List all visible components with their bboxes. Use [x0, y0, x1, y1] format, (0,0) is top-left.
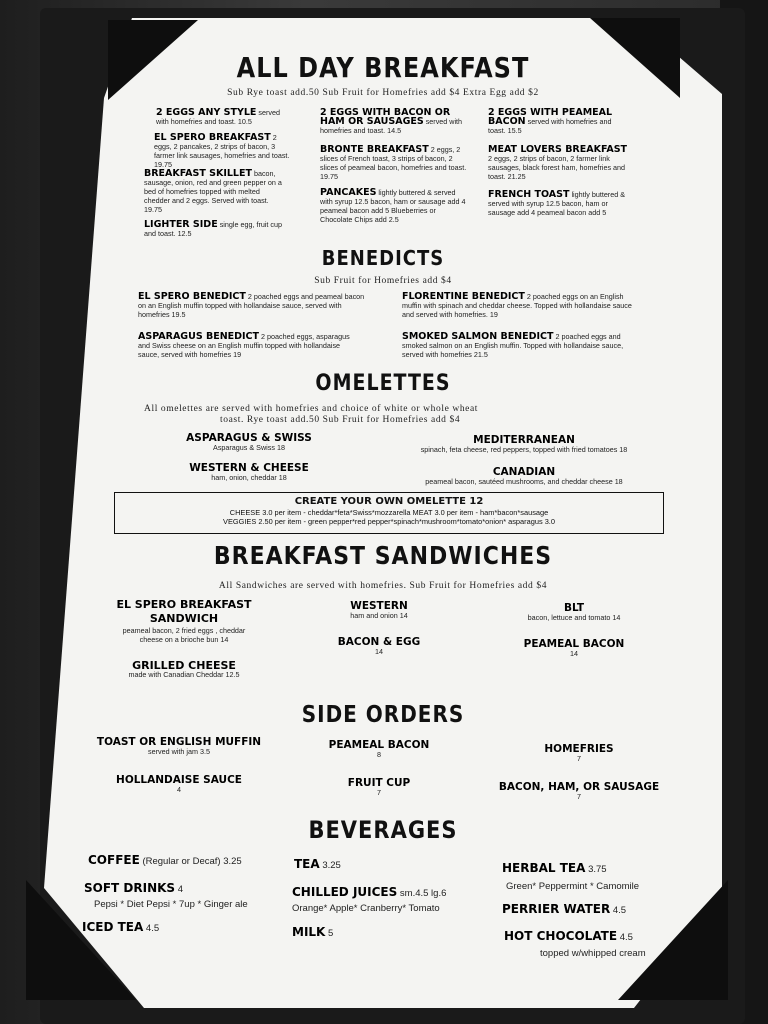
menu-item: WESTERN ham and onion 14 — [350, 600, 408, 620]
menu-item: BACON, HAM, OR SAUSAGE 7 — [498, 781, 660, 801]
sandwiches-note: All Sandwiches are served with homefries. Sub Fruit for Homefries add $4 — [218, 581, 548, 591]
menu-item: MEAT LOVERS BREAKFAST 2 eggs, 2 strips of bacon, 2 farmer link sausages, black forest ham, homefries and toast. 21.25 — [488, 144, 628, 181]
omelettes-title: OMELETTES — [315, 370, 451, 396]
menu-item: LIGHTER SIDE single egg, fruit cup and toast. 12.5 — [144, 219, 283, 238]
create-omelette-title: CREATE YOUR OWN OMELETTE 12 — [294, 496, 484, 507]
menu-item: GRILLED CHEESE made with Canadian Cheddar 12.5 — [128, 659, 240, 679]
create-omelette-veggies: VEGGIES 2.50 per item - green pepper*red pepper*spinach*mushroom*tomato*onion* asparagus 3.0 — [223, 517, 555, 526]
breakfast-title: ALL DAY BREAKFAST — [236, 51, 530, 85]
menu-item: COFFEE (Regular or Decaf) 3.25 — [88, 853, 242, 867]
menu-item: ASPARAGUS & SWISS Asparagus & Swiss 18 — [186, 432, 312, 452]
menu-item: TEA 3.25 — [294, 857, 341, 871]
menu-item: 2 EGGS WITH PEAMEAL BACON served with homefries and toast. 15.5 — [488, 107, 613, 135]
menu-item: ASPARAGUS BENEDICT 2 poached eggs, asparagus and Swiss cheese on an English muffin topped with hollandaise sauce, served with homefries 19 — [138, 331, 350, 359]
benedicts-title: BENEDICTS — [321, 246, 445, 271]
menu-item: SMOKED SALMON BENEDICT 2 poached eggs and smoked salmon on an English muffin. Topped with hollandaise sauce, served with homefries 21.5 — [402, 331, 624, 359]
menu-item: BREAKFAST SKILLET bacon, sausage, onion, red and green pepper on a bed of homefries topped with melted chedder and 2 eggs. Served with toast. 19.75 — [144, 168, 282, 214]
menu-item: 2 EGGS ANY STYLE served with homefries and toast. 10.5 — [156, 107, 280, 126]
menu-item: BACON & EGG 14 — [337, 636, 421, 656]
menu-item: CHILLED JUICES sm.4.5 lg.6 — [292, 885, 447, 899]
benedicts-note: Sub Fruit for Homefries add $4 — [314, 276, 452, 286]
menu-item: FRENCH TOAST lightly buttered & served with syrup 12.5 bacon, ham or sausage add 4 peameal bacon add 5 — [488, 189, 625, 217]
menu-item: EL SPERO BENEDICT 2 poached eggs and peameal bacon on an English muffin topped with hollandaise sauce, served with homefries 19.5 — [138, 291, 365, 319]
menu-item: PEAMEAL BACON 8 — [328, 739, 430, 759]
sides-title: SIDE ORDERS — [301, 700, 465, 728]
menu-item: Pepsi * Diet Pepsi * 7up * Ginger ale — [94, 899, 248, 910]
menu-item: TOAST OR ENGLISH MUFFIN served with jam 3.5 — [96, 736, 262, 756]
menu-item: FLORENTINE BENEDICT 2 poached eggs on an English muffin with spinach and cheddar cheese. Topped with hollandaise sauce and served with homefries. 19 — [402, 291, 632, 319]
menu-item: ICED TEA 4.5 — [82, 920, 160, 934]
menu-item: PERRIER WATER 4.5 — [502, 902, 627, 916]
menu-item: MEDITERRANEAN spinach, feta cheese, red peppers, topped with fried tomatoes 18 — [420, 434, 628, 454]
menu-item: SOFT DRINKS 4 — [84, 881, 183, 895]
menu-item: MILK 5 — [292, 925, 334, 939]
sandwiches-title: BREAKFAST SANDWICHES — [213, 542, 553, 571]
menu-item: BRONTE BREAKFAST 2 eggs, 2 slices of French toast, 3 strips of bacon, 2 slices of peameal bacon, homefries and toast. 19.75 — [320, 144, 467, 181]
menu-item: EL SPERO BREAKFAST SANDWICH peameal bacon, 2 fried eggs , cheddar cheese on a brioche bun 14 — [116, 598, 252, 644]
menu-item: HOT CHOCOLATE 4.5 — [504, 929, 633, 943]
menu-item: CANADIAN peameal bacon, sautéed mushrooms, and cheddar cheese 18 — [425, 466, 623, 486]
menu-item: HERBAL TEA 3.75 — [502, 861, 607, 875]
menu-item: EL SPERO BREAKFAST 2 eggs, 2 pancakes, 2 strips of bacon, 3 farmer link sausages, homefries and toast. 19.75 — [154, 132, 290, 169]
menu-item: HOMEFRIES 7 — [544, 743, 614, 763]
omelettes-note: toast. Rye toast add.50 Sub Fruit for Homefries add $4 — [220, 415, 461, 425]
create-omelette-cheese-meat: CHEESE 3.0 per item - cheddar*feta*Swiss*mozzarella MEAT 3.0 per item - ham*bacon*sausage — [229, 508, 549, 517]
menu-item: Orange* Apple* Cranberry* Tomato — [292, 903, 440, 914]
menu-item: Green* Peppermint * Camomile — [506, 881, 640, 892]
breakfast-note: Sub Rye toast add.50 Sub Fruit for Homefries add $4 Extra Egg add $2 — [227, 88, 539, 98]
menu-item: HOLLANDAISE SAUCE 4 — [116, 774, 242, 794]
omelettes-note: All omelettes are served with homefries and choice of white or whole wheat — [144, 404, 479, 414]
create-omelette-box — [114, 492, 664, 534]
menu-item: BLT bacon, lettuce and tomato 14 — [527, 602, 621, 622]
menu-item: topped w/whipped cream — [540, 948, 646, 959]
menu-item: WESTERN & CHEESE ham, onion, cheddar 18 — [189, 462, 309, 482]
menu-content — [44, 18, 722, 1008]
menu-item: 2 EGGS WITH BACON OR HAM OR SAUSAGES served with homefries and toast. 14.5 — [320, 107, 463, 135]
menu-item: PEAMEAL BACON 14 — [523, 638, 625, 658]
menu-item: FRUIT CUP 7 — [347, 777, 411, 797]
menu-item: PANCAKES lightly buttered & served with syrup 12.5 bacon, ham or sausage add 4 peameal bacon add 5 Blueberries or Chocolate Chips add 2.5 — [320, 187, 466, 224]
beverages-title: BEVERAGES — [308, 816, 458, 844]
